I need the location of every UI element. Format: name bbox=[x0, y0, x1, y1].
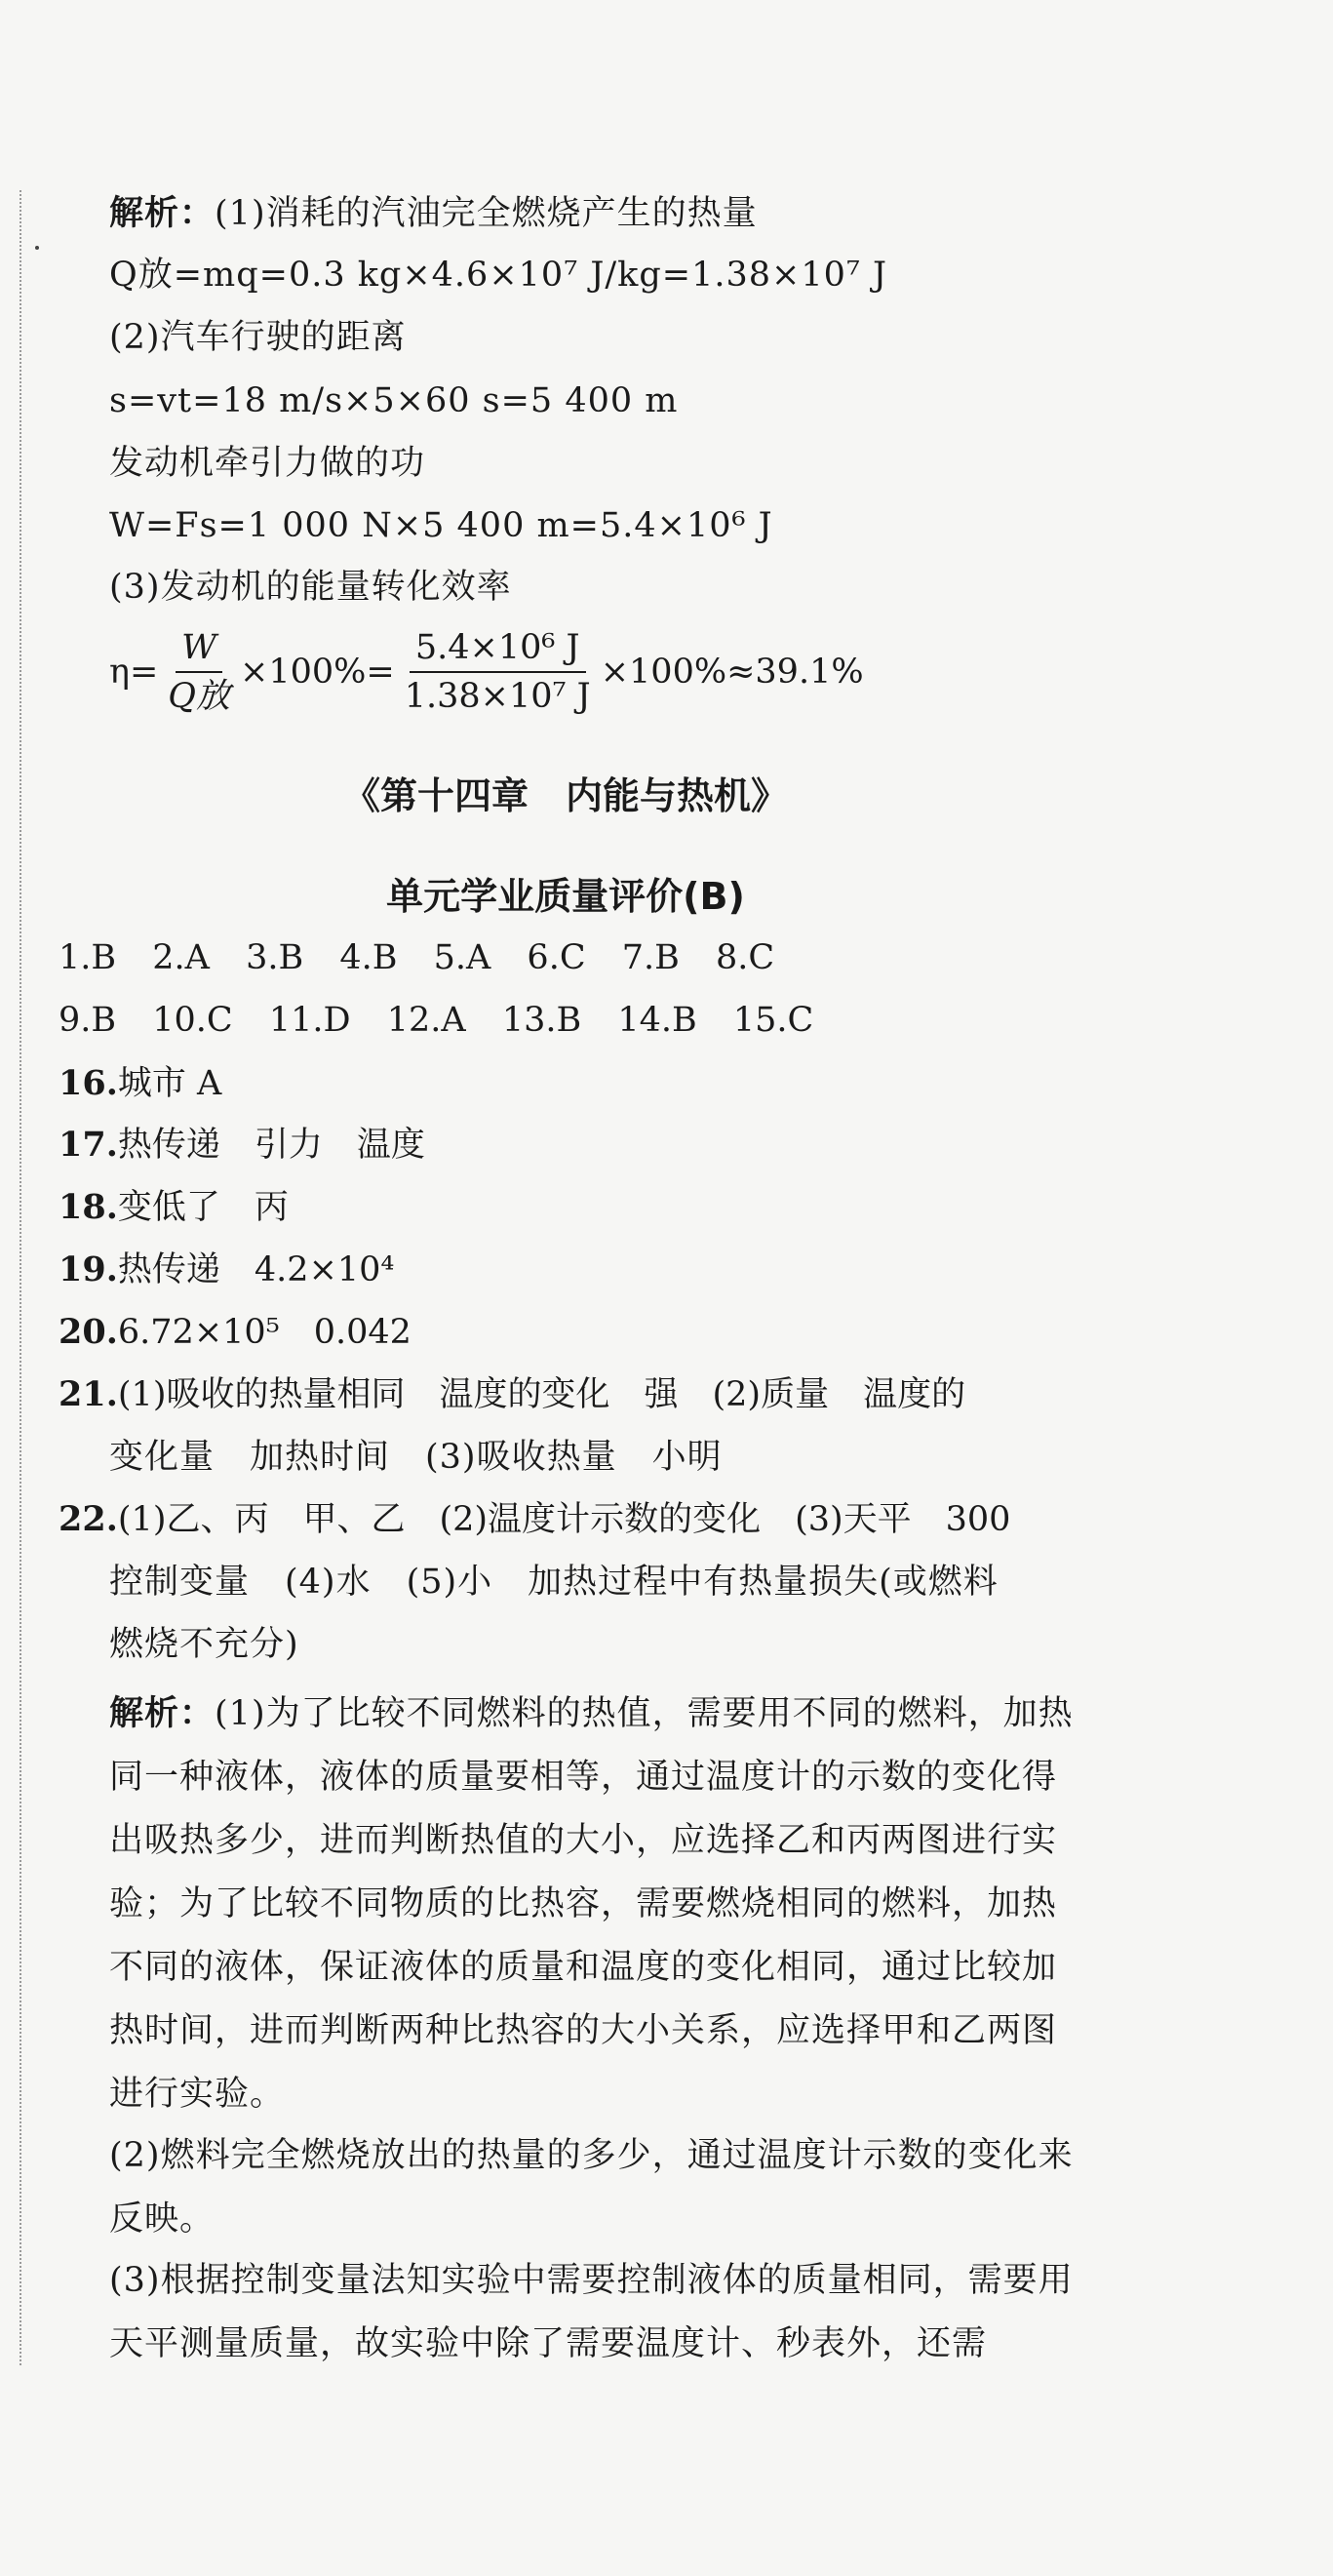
section-title: 单元学业质量评价(B) bbox=[386, 875, 745, 918]
fraction-w-over-q bbox=[162, 626, 236, 718]
answer-text: 城市 A bbox=[117, 1064, 222, 1103]
solution1-p4: (3)发动机的能量转化效率 bbox=[109, 568, 512, 607]
answer-20 bbox=[59, 1309, 412, 1356]
fraction-denominator-value: 1.38×10⁷ J bbox=[404, 677, 591, 716]
solution1-line1 bbox=[109, 190, 758, 237]
solution2-p2: (2)燃料完全燃烧放出的热量的多少，通过温度计示数的变化来反映。 bbox=[109, 2136, 1074, 2239]
solution2-p3: (3)根据控制变量法知实验中需要控制液体的质量相同，需要用天平测量质量，故实验中除了需要温度计、秒表外，还需 bbox=[109, 2261, 1074, 2363]
answer-19 bbox=[59, 1247, 394, 1293]
answer-18 bbox=[59, 1184, 289, 1231]
margin-rule bbox=[20, 190, 21, 2365]
answer-22-line2: 控制变量 (4)水 (5)小 加热过程中有热量损失(或燃料 bbox=[109, 1563, 999, 1602]
answer-item: 5.A bbox=[433, 938, 491, 977]
answer-text: 变低了 丙 bbox=[117, 1188, 289, 1227]
answer-item: 7.B bbox=[621, 938, 680, 977]
solution1-eq1: Q放=mq=0.3 kg×4.6×10⁷ J/kg=1.38×10⁷ J bbox=[109, 256, 888, 295]
answer-item: 13.B bbox=[501, 1001, 582, 1040]
question-number: 16. bbox=[59, 1063, 118, 1103]
question-number: 17. bbox=[59, 1125, 118, 1165]
answer-item: 1.B bbox=[59, 938, 117, 977]
solution1-p3: 发动机牵引力做的功 bbox=[109, 444, 426, 483]
question-number: 19. bbox=[59, 1249, 118, 1289]
eta-prefix: η= bbox=[109, 653, 159, 692]
answer-text: (1)吸收的热量相同 温度的变化 强 (2)质量 温度的 bbox=[117, 1375, 966, 1414]
answer-item: 4.B bbox=[339, 938, 398, 977]
solution-label: 解析： bbox=[109, 1693, 216, 1733]
answer-22 bbox=[59, 1496, 1010, 1543]
chapter-title: 《第十四章 内能与热机》 bbox=[342, 774, 788, 817]
solution2-p1 bbox=[109, 1682, 1084, 2126]
question-number: 18. bbox=[59, 1187, 118, 1227]
answer-item: 8.C bbox=[716, 938, 775, 977]
eta-mid: ×100%= bbox=[240, 653, 395, 692]
question-number: 22. bbox=[59, 1499, 118, 1539]
answer-item: 6.C bbox=[527, 938, 586, 977]
efficiency-equation bbox=[109, 626, 864, 718]
solution1-eq3: W=Fs=1 000 N×5 400 m=5.4×10⁶ J bbox=[109, 506, 773, 545]
answer-item: 11.D bbox=[268, 1001, 351, 1040]
fraction-numerator: W bbox=[176, 626, 222, 673]
answer-text: 热传递 引力 温度 bbox=[117, 1126, 425, 1165]
answer-21 bbox=[59, 1371, 965, 1418]
answer-item: 2.A bbox=[152, 938, 210, 977]
answer-17 bbox=[59, 1122, 425, 1169]
fraction-denominator: Q放 bbox=[168, 677, 230, 716]
answer-item: 15.C bbox=[732, 1001, 814, 1040]
solution1-p1: (1)消耗的汽油完全燃烧产生的热量 bbox=[215, 194, 758, 233]
solution2-p1-text: (1)为了比较不同燃料的热值，需要用不同的燃料，加热同一种液体，液体的质量要相等，通过温度计的示数的变化得出吸热多少，进而判断热值的大小，应选择乙和丙两图进行实验；为了比较不同物质的比热容，需要燃烧相同的燃料，加热不同的液体，保证液体的质量和温度的变化相同，通过比较加热时间，进而判断两种比热容的大小关系，应选择甲和乙两图进行实验。 bbox=[109, 1694, 1074, 2114]
solution1-p2: (2)汽车行驶的距离 bbox=[109, 318, 407, 357]
answer-item: 3.B bbox=[246, 938, 304, 977]
question-number: 21. bbox=[59, 1374, 118, 1414]
fraction-numerator-value: 5.4×10⁶ J bbox=[410, 626, 586, 673]
answers-row-1 bbox=[59, 934, 800, 981]
solution-label: 解析： bbox=[109, 193, 216, 233]
answer-item: 10.C bbox=[152, 1001, 233, 1040]
answer-text: 6.72×10⁵ 0.042 bbox=[117, 1313, 412, 1352]
answer-16 bbox=[59, 1060, 221, 1107]
margin-dot bbox=[35, 246, 39, 250]
question-number: 20. bbox=[59, 1312, 118, 1352]
answer-text: (1)乙、丙 甲、乙 (2)温度计示数的变化 (3)天平 300 bbox=[117, 1500, 1011, 1539]
fraction-values bbox=[399, 626, 597, 718]
answer-22-line3: 燃烧不充分) bbox=[109, 1625, 299, 1664]
answer-item: 9.B bbox=[59, 1001, 117, 1040]
answer-item: 14.B bbox=[617, 1001, 697, 1040]
answer-21-line2: 变化量 加热时间 (3)吸收热量 小明 bbox=[109, 1438, 723, 1477]
answer-item: 12.A bbox=[386, 1001, 466, 1040]
answer-text: 热传递 4.2×10⁴ bbox=[117, 1250, 395, 1289]
solution1-eq2: s=vt=18 m/s×5×60 s=5 400 m bbox=[109, 381, 679, 420]
answers-row-2 bbox=[59, 997, 839, 1044]
eta-end: ×100%≈39.1% bbox=[600, 653, 864, 692]
